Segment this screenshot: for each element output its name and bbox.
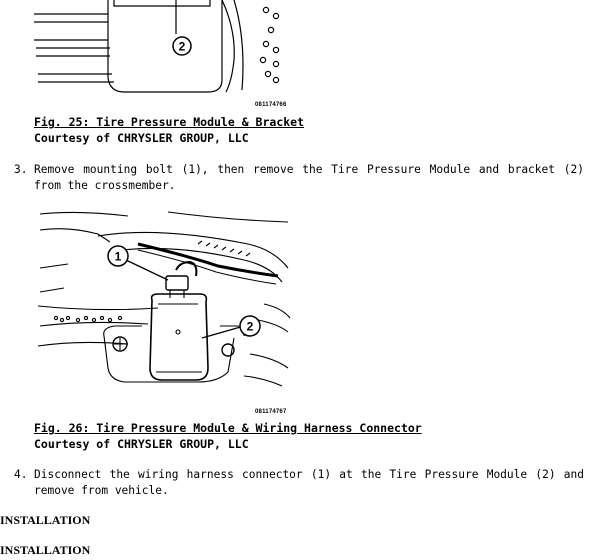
step-4-text: Disconnect the wiring harness connector (1) at the Tire Pressure Module (2) and remove from vehicle. [34, 468, 584, 497]
step-3 [14, 162, 584, 194]
figure-25-courtesy: Courtesy of CHRYSLER GROUP, LLC [34, 131, 249, 145]
figure-25-callout: 2 [178, 39, 186, 54]
figure-26-illustration [38, 208, 294, 408]
section-heading-installation: INSTALLATION [0, 513, 91, 527]
figure-26-callout-2: 2 [246, 319, 254, 334]
figure-26-title: Fig. 26: Tire Pressure Module & Wiring Harness Connector [34, 421, 422, 435]
figure-26-caption [34, 420, 422, 452]
figure-26-callout-1: 1 [114, 249, 122, 264]
figure-25-id: 081174766 [255, 102, 287, 108]
figure-25-caption [34, 114, 304, 146]
subsection-heading-installation: INSTALLATION [0, 543, 91, 557]
figure-26-courtesy: Courtesy of CHRYSLER GROUP, LLC [34, 437, 249, 451]
figure-25-illustration [30, 0, 290, 100]
figure-25-title: Fig. 25: Tire Pressure Module & Bracket [34, 115, 305, 129]
step-3-number: 3. [14, 163, 28, 176]
step-4-number: 4. [14, 468, 28, 481]
step-3-text: Remove mounting bolt (1), then remove the Tire Pressure Module and bracket (2) from the crossmember. [34, 163, 584, 192]
figure-26-id: 081174767 [255, 409, 287, 415]
step-4 [14, 467, 584, 499]
